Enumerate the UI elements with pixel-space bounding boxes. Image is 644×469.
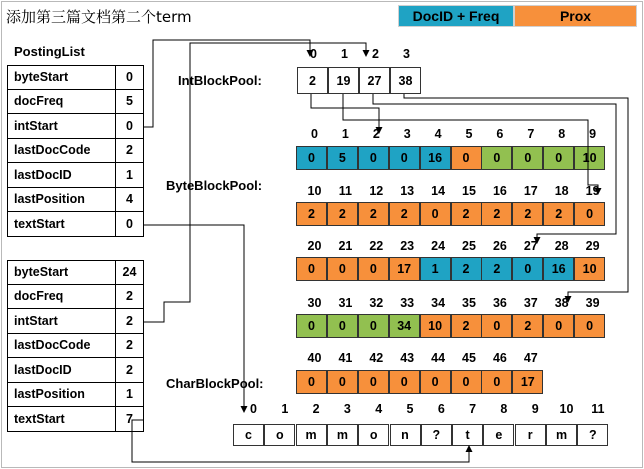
byte-pool-index: 25 (462, 239, 476, 253)
byte-pool-index: 24 (431, 239, 446, 253)
field-name: intStart (8, 114, 116, 138)
field-name: byteStart (8, 66, 116, 89)
byte-pool-index: 21 (338, 239, 353, 253)
byte-pool-cell: 0 (358, 146, 389, 170)
byte-pool-index: 34 (431, 296, 446, 310)
byte-pool-index: 36 (492, 296, 507, 310)
char-pool-num-index: 42 (369, 351, 384, 365)
char-cell: ? (577, 424, 608, 446)
char-cell: e (483, 424, 514, 446)
byte-pool-index: 0 (311, 127, 318, 141)
byte-pool-index: 4 (434, 127, 442, 141)
char-pool-num-index: 41 (338, 351, 353, 365)
char-index: 9 (531, 402, 539, 416)
char-cell: n (390, 424, 421, 446)
char-cell: c (233, 424, 264, 446)
char-pool-num-cell: 0 (296, 370, 327, 394)
field-name: lastDocCode (8, 334, 116, 358)
char-pool-num-cell: 0 (451, 370, 482, 394)
byte-pool-index: 17 (523, 184, 538, 198)
field-value: 2 (126, 143, 133, 158)
char-pool-num-index: 44 (431, 351, 446, 365)
byte-pool-index: 28 (554, 239, 569, 253)
field-name: lastPosition (8, 383, 116, 407)
byte-pool-cell: 17 (389, 257, 420, 281)
byte-pool-cell: 10 (574, 257, 605, 281)
byte-pool-cell: 0 (512, 146, 543, 170)
char-index: 5 (406, 402, 414, 416)
byte-pool-cell: 2 (451, 314, 482, 338)
byte-pool-cell: 2 (451, 257, 482, 281)
byte-pool-cell: 0 (451, 146, 482, 170)
byte-pool-index: 3 (403, 127, 411, 141)
field-value: 5 (126, 94, 133, 109)
char-cell: r (515, 424, 546, 446)
byte-pool-index: 18 (554, 184, 569, 198)
int-pool-cell: 38 (390, 67, 421, 94)
byte-pool-index: 8 (558, 127, 566, 141)
byte-pool-cell: 0 (420, 202, 451, 226)
legend-docid-freq: DocID + Freq (398, 5, 514, 27)
arrow-int2 (373, 94, 616, 243)
char-pool-num-index: 47 (523, 351, 538, 365)
field-name: docFreq (8, 90, 116, 114)
char-index: 1 (281, 402, 289, 416)
byte-pool-cell: 2 (296, 202, 327, 226)
byte-pool-cell: 0 (574, 202, 605, 226)
byte-pool-index: 16 (492, 184, 507, 198)
field-name: lastPosition (8, 188, 116, 212)
byte-pool-cell: 0 (543, 314, 574, 338)
byte-pool-cell: 2 (481, 257, 512, 281)
byte-pool-cell: 0 (296, 314, 327, 338)
field-name: textStart (8, 407, 116, 431)
byte-pool-index: 12 (369, 184, 384, 198)
byte-pool-index: 32 (369, 296, 384, 310)
char-cell: m (327, 424, 358, 446)
byte-pool-cell: 2 (512, 314, 543, 338)
byte-pool-index: 35 (462, 296, 476, 310)
posting-list-label: PostingList (14, 44, 85, 59)
byte-pool-index: 37 (523, 296, 538, 310)
field-name: byteStart (8, 261, 116, 284)
int-block-pool-label: IntBlockPool: (178, 73, 262, 88)
byte-pool-index: 10 (307, 184, 322, 198)
byte-pool-index: 33 (400, 296, 415, 310)
diagram-title: 添加第三篇文档第二个term (6, 8, 192, 26)
int-pool-index: 2 (372, 47, 379, 61)
byte-pool-cell: 0 (358, 257, 389, 281)
byte-pool-index: 1 (341, 127, 349, 141)
byte-pool-cell: 0 (296, 257, 327, 281)
char-pool-num-index: 40 (307, 351, 322, 365)
field-name: docFreq (8, 285, 116, 309)
byte-pool-cell: 16 (543, 257, 574, 281)
byte-pool-cell: 0 (327, 314, 358, 338)
byte-pool-index: 27 (523, 239, 538, 253)
char-pool-num-index: 43 (400, 351, 415, 365)
byte-pool-index: 26 (492, 239, 507, 253)
char-pool-num-cell: 17 (512, 370, 543, 394)
byte-pool-index: 14 (431, 184, 446, 198)
arrow-int3 (404, 94, 628, 302)
arrow-pl1-textstart (144, 225, 244, 412)
byte-pool-index: 7 (527, 127, 535, 141)
field-value: 24 (122, 265, 137, 280)
byte-pool-index: 6 (496, 127, 504, 141)
int-pool-index: 0 (310, 47, 317, 61)
byte-pool-cell: 2 (512, 202, 543, 226)
byte-pool-cell: 2 (389, 202, 420, 226)
byte-pool-cell: 2 (358, 202, 389, 226)
byte-pool-cell: 1 (420, 257, 451, 281)
field-name: lastDocCode (8, 139, 116, 163)
field-value: 4 (126, 192, 133, 207)
byte-pool-index: 13 (400, 184, 415, 198)
char-index: 3 (343, 402, 351, 416)
int-pool-cell: 2 (297, 67, 328, 94)
char-pool-num-index: 46 (492, 351, 507, 365)
arrow-pl2-intstart (144, 43, 366, 322)
byte-pool-index: 39 (585, 296, 600, 310)
field-name: lastDocID (8, 163, 116, 187)
byte-pool-index: 22 (369, 239, 384, 253)
char-pool-num-cell: 0 (389, 370, 420, 394)
byte-pool-index: 19 (585, 184, 600, 198)
byte-pool-index: 11 (338, 184, 352, 198)
byte-pool-cell: 2 (543, 202, 574, 226)
field-value: 2 (126, 313, 133, 328)
field-value: 1 (126, 387, 133, 402)
char-index: 0 (250, 402, 257, 416)
byte-pool-index: 29 (585, 239, 600, 253)
byte-pool-cell: 10 (574, 146, 605, 170)
char-index: 10 (559, 402, 574, 416)
field-name: textStart (8, 212, 116, 236)
byte-pool-index: 30 (307, 296, 322, 310)
field-value: 7 (126, 411, 133, 426)
byte-pool-index: 38 (554, 296, 569, 310)
field-value: 0 (126, 118, 133, 133)
char-cell: ? (421, 424, 452, 446)
char-cell: o (264, 424, 295, 446)
char-pool-num-cell: 0 (358, 370, 389, 394)
byte-pool-cell: 0 (358, 314, 389, 338)
byte-pool-cell: 2 (481, 202, 512, 226)
byte-pool-cell: 0 (389, 146, 420, 170)
byte-pool-cell: 0 (543, 146, 574, 170)
char-index: 4 (375, 402, 383, 416)
char-index: 8 (500, 402, 508, 416)
byte-pool-cell: 2 (451, 202, 482, 226)
field-value: 0 (126, 216, 133, 231)
field-value: 2 (126, 362, 133, 377)
field-name: intStart (8, 309, 116, 333)
char-cell: m (296, 424, 327, 446)
byte-block-pool-label: ByteBlockPool: (166, 178, 263, 193)
byte-pool-cell: 34 (389, 314, 420, 338)
char-block-pool-label: CharBlockPool: (166, 376, 264, 391)
byte-pool-cell: 16 (420, 146, 451, 170)
byte-pool-cell: 5 (327, 146, 358, 170)
field-value: 2 (126, 338, 133, 353)
byte-pool-cell: 0 (481, 314, 512, 338)
arrow-int0 (311, 94, 379, 133)
byte-pool-index: 20 (307, 239, 322, 253)
char-pool-num-cell: 0 (420, 370, 451, 394)
arrow-pl1-intstart (144, 40, 310, 127)
char-index: 2 (312, 402, 320, 416)
int-pool-cell: 19 (328, 67, 359, 94)
char-cell: o (358, 424, 389, 446)
byte-pool-cell: 10 (420, 314, 451, 338)
byte-pool-index: 23 (400, 239, 415, 253)
char-pool-num-cell: 0 (481, 370, 512, 394)
field-value: 1 (126, 167, 133, 182)
byte-pool-index: 31 (338, 296, 353, 310)
byte-pool-cell: 0 (296, 146, 327, 170)
arrow-pl2-textstart (132, 420, 469, 462)
byte-pool-cell: 2 (327, 202, 358, 226)
char-pool-num-cell: 0 (327, 370, 358, 394)
int-pool-cell: 27 (359, 67, 390, 94)
byte-pool-cell: 0 (512, 257, 543, 281)
byte-pool-index: 5 (465, 127, 473, 141)
field-value: 2 (126, 289, 133, 304)
byte-pool-cell: 0 (481, 146, 512, 170)
char-index: 11 (591, 402, 605, 416)
byte-pool-index: 2 (372, 127, 380, 141)
int-pool-index: 3 (403, 47, 410, 61)
int-pool-index: 1 (341, 47, 348, 61)
char-pool-num-index: 45 (462, 351, 476, 365)
arrow-int1 (343, 94, 598, 194)
char-index: 7 (469, 402, 477, 416)
char-cell: m (546, 424, 577, 446)
byte-pool-index: 9 (589, 127, 597, 141)
legend-prox: Prox (514, 5, 637, 27)
byte-pool-cell: 0 (574, 314, 605, 338)
char-index: 6 (437, 402, 445, 416)
byte-pool-index: 15 (462, 184, 476, 198)
field-name: lastDocID (8, 358, 116, 382)
field-value: 0 (126, 70, 133, 85)
char-cell: t (452, 424, 483, 446)
byte-pool-cell: 0 (327, 257, 358, 281)
